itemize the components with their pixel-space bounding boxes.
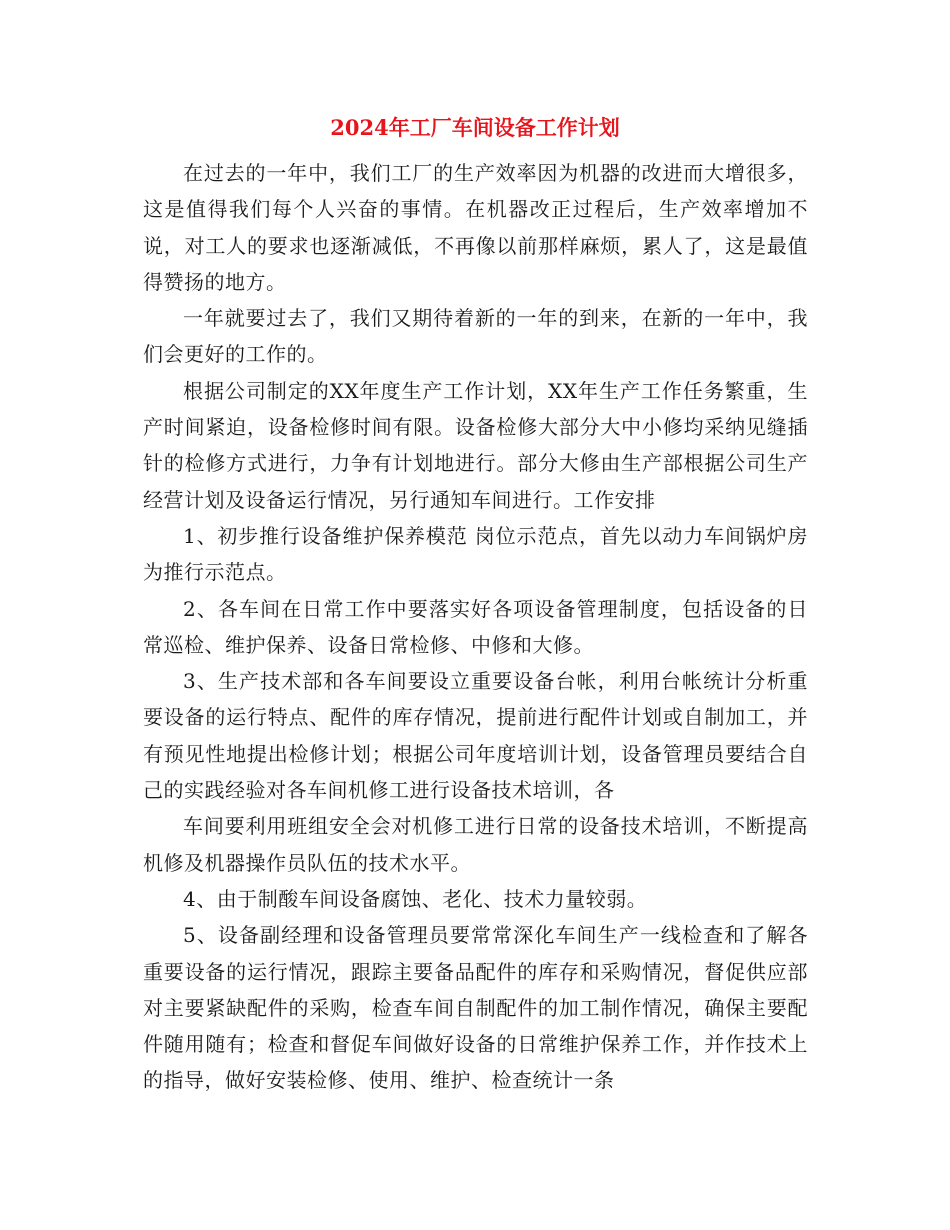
paragraph-3: 根据公司制定的XX年度生产工作计划，XX年生产工作任务繁重，生产时间紧迫，设备检修时间有限。设备检修大部分大中小修均采纳见缝插针的检修方式进行，力争有计划地进行。部分大修由生产部根据公司生产经营计划及设备运行情况，另行通知车间进行。工作安排 [143, 378, 808, 512]
paragraph-9: 5、设备副经理和设备管理员要常常深化车间生产一线检查和了解各重要设备的运行情况，跟踪主要备品配件的库存和采购情况，督促供应部对主要紧缺配件的采购，检查车间自制配件的加工制作情况，确保主要配件随用随有；检查和督促车间做好设备的日常维护保养工作，并作技术上的指导，做好安装检修、使用、维护、检查统计一条 [143, 923, 808, 1093]
paragraph-8: 4、由于制酸车间设备腐蚀、老化、技术力量较弱。 [183, 886, 648, 911]
paragraph-5: 2、各车间在日常工作中要落实好各项设备管理制度，包括设备的日常巡检、维护保养、设备日常检修、中修和大修。 [143, 596, 808, 657]
document-title: 2024年工厂车间设备工作计划 [330, 115, 620, 140]
paragraph-1: 在过去的一年中，我们工厂的生产效率因为机器的改进而大增很多，这是值得我们每个人兴奋的事情。在机器改正过程后，生产效率增加不说，对工人的要求也逐渐减低，不再像以前那样麻烦，累人了，这是最值得赞扬的地方。 [143, 161, 808, 294]
paragraph-6: 3、生产技术部和各车间要设立重要设备台帐，利用台帐统计分析重要设备的运行特点、配件的库存情况，提前进行配件计划或自制加工，并有预见性地提出检修计划；根据公司年度培训计划，设备管理员要结合自己的实践经验对各车间机修工进行设备技术培训，各 [143, 669, 808, 803]
document-body [143, 155, 808, 1099]
paragraph-2: 一年就要过去了，我们又期待着新的一年的到来，在新的一年中，我们会更好的工作的。 [143, 306, 808, 367]
paragraph-7: 车间要利用班组安全会对机修工进行日常的设备技术培训，不断提高机修及机器操作员队伍的技术水平。 [143, 814, 808, 875]
paragraph-4: 1、初步推行设备维护保养模范 岗位示范点，首先以动力车间锅炉房为推行示范点。 [143, 523, 808, 585]
